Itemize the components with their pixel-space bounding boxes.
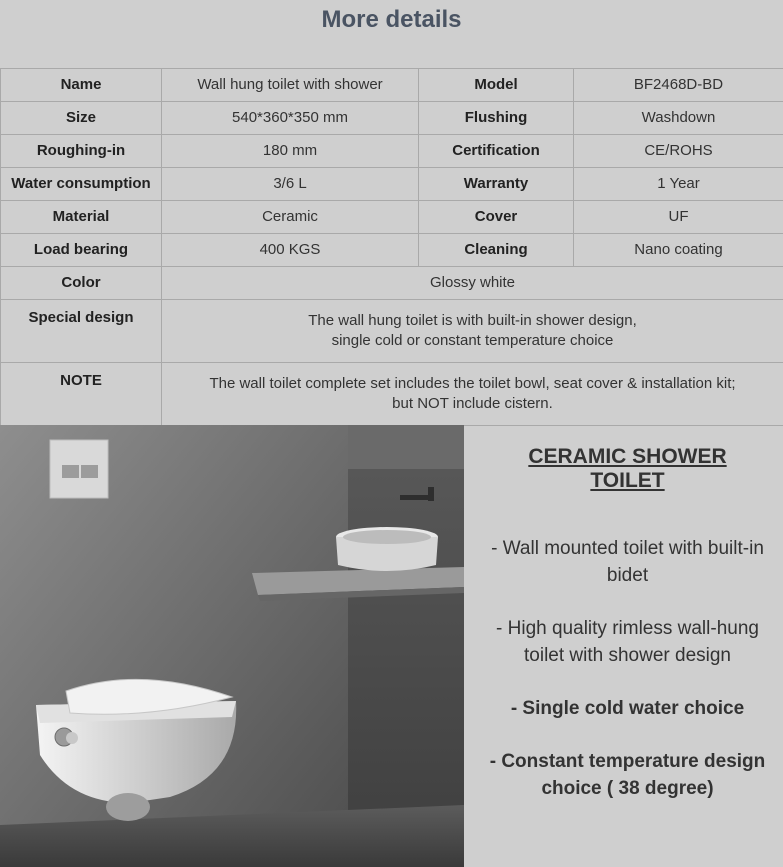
table-row <box>1 102 783 135</box>
spec-value <box>162 363 783 426</box>
spec-value: 540*360*350 mm <box>162 102 419 135</box>
spec-label: Special design <box>1 300 162 363</box>
table-row <box>1 69 783 102</box>
feature-text: - Constant temperature design <box>489 751 766 772</box>
spec-label: Water consumption <box>1 168 162 201</box>
feature-text: bidet <box>606 565 649 586</box>
spec-value: UF <box>574 201 783 234</box>
spec-label: Size <box>1 102 162 135</box>
spec-label: Roughing-in <box>1 135 162 168</box>
spec-value-line: The wall hung toilet is with built-in shower design, <box>308 312 637 329</box>
spec-value: Washdown <box>574 102 783 135</box>
spec-label: Material <box>1 201 162 234</box>
spec-value: 180 mm <box>162 135 419 168</box>
spec-value: Nano coating <box>574 234 783 267</box>
spec-label: Load bearing <box>1 234 162 267</box>
spec-label: Certification <box>419 135 574 168</box>
feature-text: toilet with shower design <box>524 645 731 666</box>
product-highlights <box>472 445 783 828</box>
promo-heading-line: TOILET <box>590 469 665 492</box>
table-row <box>1 168 783 201</box>
spec-label: Model <box>419 69 574 102</box>
feature-point: - Single cold water choice <box>510 698 745 719</box>
spec-label: Cleaning <box>419 234 574 267</box>
feature-text: choice ( 38 degree) <box>541 778 714 799</box>
spec-value: Wall hung toilet with shower <box>162 69 419 102</box>
spec-value: BF2468D-BD <box>574 69 783 102</box>
spec-value: CE/ROHS <box>574 135 783 168</box>
spec-value: Ceramic <box>162 201 419 234</box>
feature-point <box>472 535 783 589</box>
spec-label: Name <box>1 69 162 102</box>
table-row <box>1 201 783 234</box>
promo-heading-line: CERAMIC SHOWER <box>528 445 727 468</box>
spec-table <box>0 68 783 426</box>
spec-value <box>162 300 783 363</box>
table-row <box>1 300 783 363</box>
feature-text: - High quality rimless wall-hung <box>496 618 759 639</box>
spec-value-line: but NOT include cistern. <box>392 395 553 412</box>
spec-label: Flushing <box>419 102 574 135</box>
feature-point <box>472 615 783 669</box>
spec-label: Warranty <box>419 168 574 201</box>
spec-label: Cover <box>419 201 574 234</box>
table-row <box>1 363 783 426</box>
spec-value: Glossy white <box>162 267 783 300</box>
spec-label: Color <box>1 267 162 300</box>
table-row <box>1 135 783 168</box>
spec-value: 3/6 L <box>162 168 419 201</box>
table-row <box>1 267 783 300</box>
spec-value: 400 KGS <box>162 234 419 267</box>
spec-value-line: single cold or constant temperature choice <box>331 332 614 349</box>
spec-value: 1 Year <box>574 168 783 201</box>
page-title: More details <box>321 6 462 33</box>
product-photo <box>0 425 464 867</box>
spec-label: NOTE <box>1 363 162 426</box>
spec-value-line: The wall toilet complete set includes the toilet bowl, seat cover & installation kit; <box>209 375 736 392</box>
feature-point <box>472 748 783 802</box>
promo-heading <box>508 445 748 493</box>
table-row <box>1 234 783 267</box>
feature-text: - Wall mounted toilet with built-in <box>491 538 764 559</box>
